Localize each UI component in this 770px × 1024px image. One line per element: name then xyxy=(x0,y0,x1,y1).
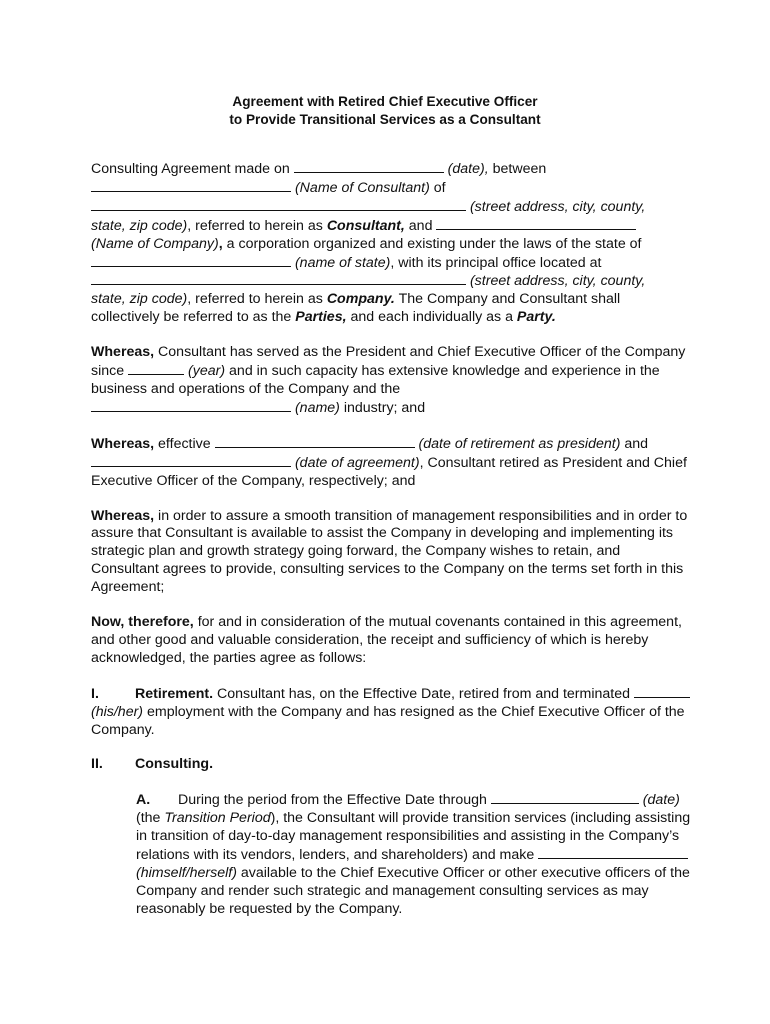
whereas-paragraph-2: Whereas, effective (date of retirement as president) and (date of agreement), Consultant retired as President and Chief Executive Officer of the Company, respectively; and xyxy=(91,435,687,489)
subsection-a: A. During the period from the Effective Date through (date) (the Transition Period), the Consultant will provide transition services (including assisting in transition of day-to-day management responsibilities and assisting in the Company’s relations with its vendors, lenders, and shareholders) and make (himself/herself) available to the Chief Executive Officer or other executive officers of the Company and render such strategic and management consulting services as may reasonably be requested by the Company. xyxy=(136,792,691,917)
blank-field[interactable] xyxy=(294,160,444,173)
blank-field[interactable] xyxy=(91,272,466,285)
blank-field[interactable] xyxy=(538,846,688,859)
whereas-paragraph-3: Whereas, in order to assure a smooth transition of management responsibilities and in order to assure that Consultant is available to assist the Company in developing and implementing its strategic plan and growth strategy going forward, the Company wishes to retain, and Consultant agrees to provide, consulting services to the Company on the terms set forth in this Agreement; xyxy=(91,507,688,596)
section-1: I. Retirement. Consultant has, on the Effective Date, retired from and terminated (his/her) employment with the Company and has resigned as the Chief Executive Officer of the Company. xyxy=(91,685,691,740)
title-line-2: to Provide Transitional Services as a Consultant xyxy=(229,112,541,127)
blank-field[interactable] xyxy=(215,435,415,448)
blank-field[interactable] xyxy=(491,791,639,804)
blank-field[interactable] xyxy=(91,179,291,192)
section-2-heading: Consulting. xyxy=(135,756,214,773)
section-2: II. Consulting. xyxy=(91,756,214,773)
blank-field[interactable] xyxy=(91,399,291,412)
blank-field[interactable] xyxy=(91,454,291,467)
whereas-paragraph-1: Whereas, Consultant has served as the President and Chief Executive Officer of the Company since (year) and in such capacity has extensive knowledge and experience in the business and operations of the Company and the (name) industry; and xyxy=(91,344,686,416)
blank-field[interactable] xyxy=(634,685,690,698)
intro-paragraph: Consulting Agreement made on (date), between (Name of Consultant) of (street address, city, county, state, zip code), referred to herein as Consultant, and (Name of Company), a corporation organized and existing under the laws of the state of (name of state), with its principal office located at (street address, city, county, state, zip code), referred to herein as Company. The Company and Consultant shall collectively be referred to as the Parties, and each individually as a Party. xyxy=(91,161,646,326)
document-title xyxy=(0,93,770,129)
blank-field[interactable] xyxy=(91,254,291,267)
now-therefore-paragraph: Now, therefore, for and in consideration of the mutual covenants contained in this agreement, and other good and valuable consideration, the receipt and sufficiency of which is hereby acknowledged, the parties agree as follows: xyxy=(91,614,682,666)
blank-field[interactable] xyxy=(128,362,184,375)
blank-field[interactable] xyxy=(91,198,466,211)
blank-field[interactable] xyxy=(436,217,636,230)
title-line-1: Agreement with Retired Chief Executive Officer xyxy=(232,94,538,109)
document-body xyxy=(91,160,691,936)
section-1-heading: Retirement. xyxy=(135,685,214,702)
